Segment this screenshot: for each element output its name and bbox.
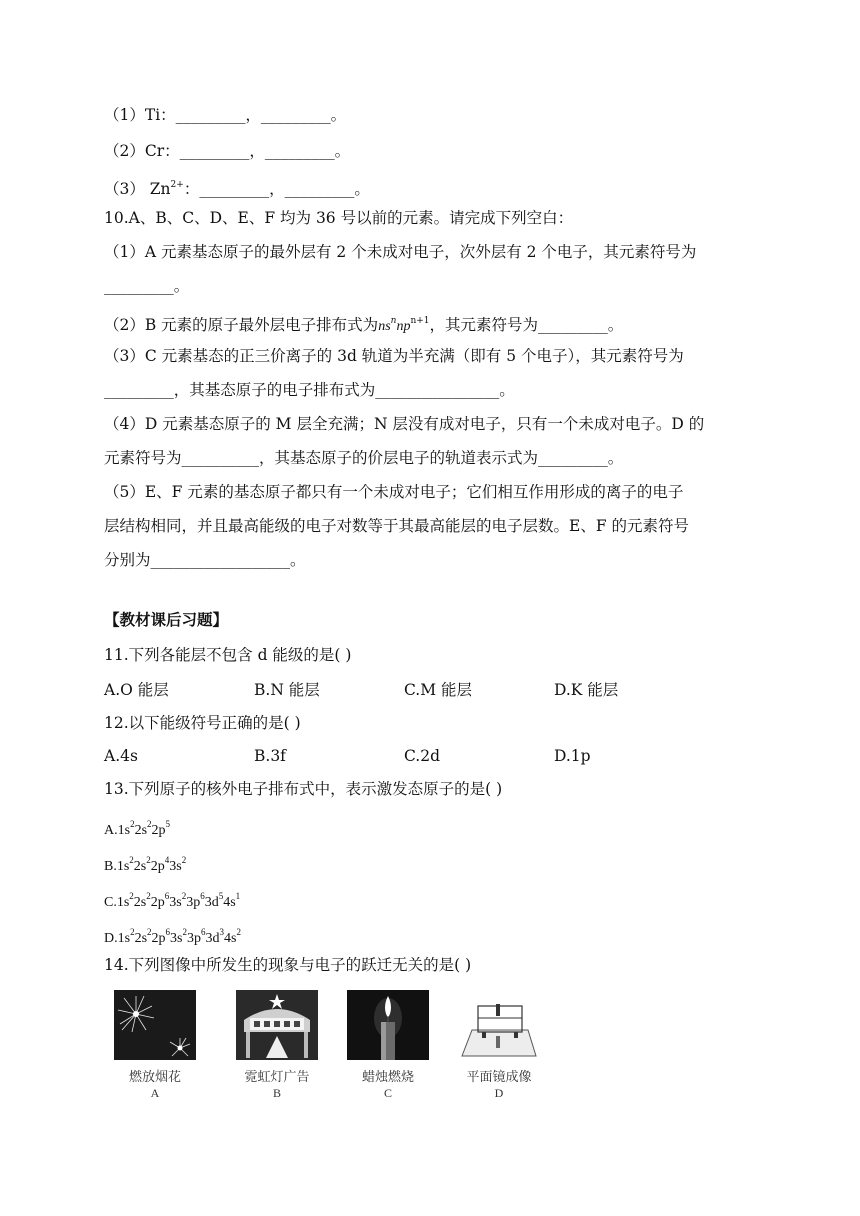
image-a-caption: 燃放烟花	[128, 1070, 181, 1085]
electron-count: 2	[147, 927, 152, 937]
q13-option-b	[104, 849, 186, 878]
q12-stem: 12.以下能级符号正确的是( )	[104, 714, 301, 732]
option-letter: B.	[104, 859, 117, 874]
q12-option-d: D.1p	[554, 747, 591, 765]
q10-part-1-line-1: （1）A 元素基态原子的最外层有 2 个未成对电子，次外层有 2 个电子，其元素符号为	[104, 243, 697, 261]
q11-option-d: D.K 能层	[554, 681, 619, 699]
q13-option-d	[104, 921, 241, 950]
electron-count: 2	[147, 819, 152, 829]
electron-count: 6	[200, 927, 206, 937]
orbital-label: 3d	[205, 931, 220, 946]
q10-part-3-line-1: （3）C 元素基态的正三价离子的 3d 轨道为半充满（即有 5 个电子），其元素符号为	[104, 347, 684, 365]
q11-option-a: A.O 能层	[104, 681, 169, 699]
electron-count: 3	[219, 927, 224, 937]
orbital-label: 2s	[134, 931, 148, 946]
q10-part-2-np: np	[396, 319, 411, 334]
orbital-label: 2s	[133, 859, 147, 874]
q10-part-2-np-exp: n+1	[410, 316, 430, 326]
q11-stem: 11.下列各能层不包含 d 能级的是( )	[104, 646, 352, 664]
orbital-label: 2p	[150, 859, 165, 874]
q10-part-5-line-2: 层结构相同，并且最高能级的电子对数等于其最高能层的电子层数。E、F 的元素符号	[104, 517, 689, 535]
electron-count: 2	[181, 891, 187, 901]
orbital-label: 1s	[117, 823, 131, 838]
q9-part-3-ion-charge: 2+	[170, 180, 184, 190]
electron-count: 2	[181, 855, 187, 865]
q9-part-2-blanks: _________，_________。	[179, 142, 351, 160]
orbital-label: 2s	[134, 823, 148, 838]
image-d-letter: D	[494, 1086, 504, 1100]
candle-image	[347, 990, 429, 1060]
orbital-label: 2p	[151, 823, 166, 838]
neon-sign-image	[236, 990, 318, 1060]
q10-part-2-ns-exp: n	[390, 316, 397, 326]
q10-part-1-line-2: _________。	[104, 277, 190, 295]
electron-count: 2	[129, 855, 134, 865]
orbital-label: 4s	[223, 895, 236, 910]
mirror-image-diagram	[458, 990, 540, 1060]
q10-part-5-line-3: 分别为__________________。	[104, 551, 306, 569]
q13-stem: 13.下列原子的核外电子排布式中，表示激发态原子的是( )	[104, 780, 503, 798]
q10-part-4-line-2: 元素符号为__________，其基态原子的价层电子的轨道表示式为_________。	[104, 449, 624, 467]
q12-option-b: B.3f	[254, 747, 286, 765]
image-b-caption: 霓虹灯广告	[244, 1070, 310, 1085]
q14-stem: 14.下列图像中所发生的现象与电子的跃迁无关的是( )	[104, 956, 472, 974]
orbital-label: 2s	[133, 895, 147, 910]
orbital-label: 3s	[169, 895, 182, 910]
q11-option-c: C.M 能层	[404, 681, 473, 699]
option-letter: A.	[104, 823, 118, 838]
electron-count: 6	[164, 891, 170, 901]
orbital-label: 3d	[204, 895, 219, 910]
q10-stem: 10.A、B、C、D、E、F 均为 36 号以前的元素。请完成下列空白：	[104, 209, 574, 227]
orbital-label: 1s	[117, 931, 131, 946]
electron-count: 4	[164, 855, 170, 865]
image-c-caption: 蜡烛燃烧	[361, 1070, 414, 1085]
image-d-caption: 平面镜成像	[466, 1070, 532, 1085]
image-c-letter: C	[383, 1086, 392, 1100]
electron-count: 6	[200, 891, 205, 901]
electron-count: 2	[130, 819, 135, 829]
q10-part-2-ns: ns	[378, 319, 391, 334]
q9-part-3-blanks: ：_________，_________。	[183, 180, 370, 198]
fireworks-image	[114, 990, 196, 1060]
q10-part-3-line-2: _________，其基态原子的电子排布式为________________。	[104, 381, 515, 399]
orbital-label: 4s	[223, 931, 237, 946]
electron-count: 6	[165, 927, 171, 937]
q11-option-b: B.N 能层	[254, 681, 320, 699]
orbital-label: 3p	[186, 931, 201, 946]
q9-part-2	[104, 140, 350, 162]
electron-count: 2	[146, 891, 151, 901]
q12-option-a: A.4s	[104, 747, 138, 765]
orbital-label: 1s	[116, 895, 130, 910]
image-b-letter: B	[272, 1086, 281, 1100]
q13-option-c	[104, 885, 240, 914]
q9-part-1-label: （1）Ti：	[104, 106, 176, 124]
q12-option-c: C.2d	[404, 747, 441, 765]
section-title: 【教材课后习题】	[104, 610, 229, 629]
electron-count: 2	[146, 855, 151, 865]
q10-part-2-text: （2）B 元素的原子最外层电子排布式为	[104, 316, 379, 334]
q9-part-1-blanks: _________，_________。	[175, 106, 347, 124]
q9-part-2-label: （2）Cr：	[104, 142, 180, 160]
electron-count: 1	[235, 891, 241, 901]
option-letter: C.	[104, 895, 117, 910]
electron-count: 5	[218, 891, 224, 901]
electron-count: 2	[182, 927, 187, 937]
orbital-label: 2p	[150, 895, 165, 910]
electron-count: 5	[165, 819, 171, 829]
electron-count: 2	[130, 927, 135, 937]
q10-part-5-line-1: （5）E、F 元素的基态原子都只有一个未成对电子；它们相互作用形成的离子的电子	[104, 483, 684, 501]
image-a-letter: A	[150, 1086, 160, 1100]
orbital-label: 3s	[169, 859, 182, 874]
orbital-label: 2p	[151, 931, 166, 946]
orbital-label: 1s	[116, 859, 130, 874]
q9-part-3	[104, 174, 370, 200]
orbital-label: 3s	[170, 931, 183, 946]
q10-part-2-tail: ，其元素符号为_________。	[429, 316, 624, 334]
option-letter: D.	[104, 931, 118, 946]
q10-part-4-line-1: （4）D 元素基态原子的 M 层全充满；N 层没有成对电子，只有一个未成对电子。D 的	[104, 415, 705, 433]
electron-count: 2	[236, 927, 241, 937]
q10-part-2	[104, 310, 623, 338]
q9-part-3-label: （3） Zn	[104, 180, 171, 198]
q13-option-a	[104, 813, 170, 842]
q9-part-1	[104, 104, 346, 126]
electron-count: 2	[129, 891, 134, 901]
orbital-label: 3p	[186, 895, 201, 910]
